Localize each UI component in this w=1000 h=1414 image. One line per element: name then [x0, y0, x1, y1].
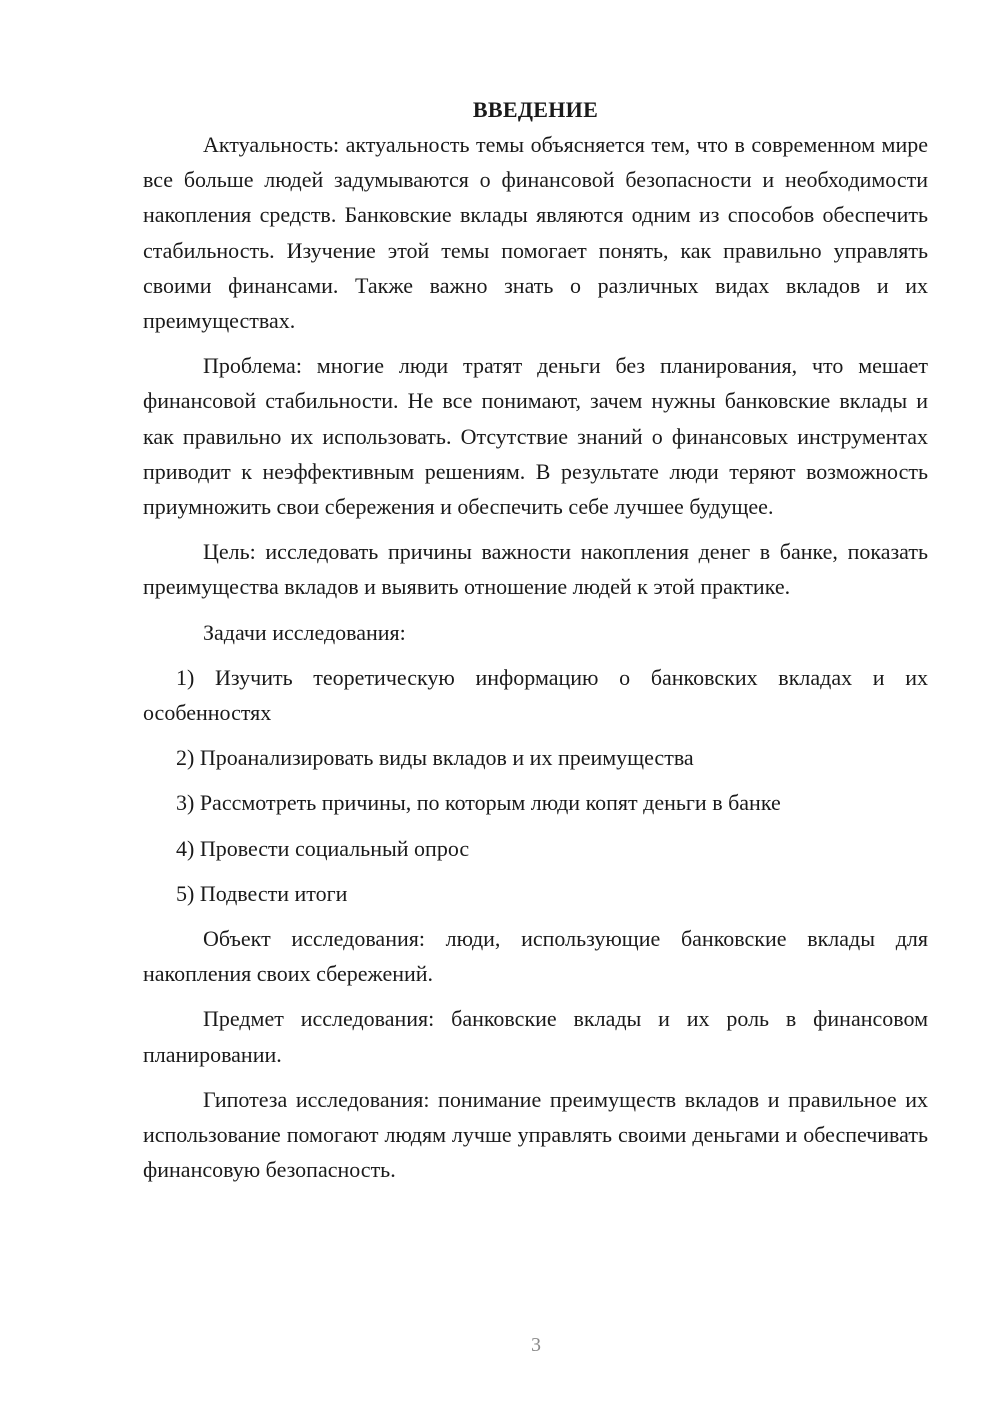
paragraph-problem: Проблема: многие люди тратят деньги без планирования, что мешает финансовой стабильности. Не все понимают, зачем нужны банковские вклады и как правильно их использовать. Отсутствие знаний о финансовых инструментах приводит к неэффективным решениям. В результате люди теряют возможность приумножить свои сбережения и обеспечить себе лучшее будущее.: [143, 353, 928, 520]
task-item-5: 5) Подвести итоги: [176, 880, 348, 906]
paragraph-relevance: Актуальность: актуальность темы объясняется тем, что в современном мире все больше людей задумываются о финансовой безопасности и необходимости накопления средств. Банковские вклады являются одним из способов обеспечить стабильность. Изучение этой темы помогает понять, как правильно управлять своими финансами. Также важно знать о различных видах вкладов и их преимуществах.: [143, 132, 928, 334]
section-title: ВВЕДЕНИЕ: [472, 97, 599, 122]
paragraph-tasks-heading: Задачи исследования:: [203, 619, 406, 645]
paragraph-object: Объект исследования: люди, использующие банковские вклады для накопления своих сбережений.: [143, 926, 928, 987]
paragraph-hypothesis: Гипотеза исследования: понимание преимуществ вкладов и правильное их использование помогают людям лучше управлять своими деньгами и обеспечивать финансовую безопасность.: [143, 1086, 928, 1183]
task-item-1: 1) Изучить теоретическую информацию о банковских вкладах и их особенностях: [143, 664, 928, 726]
task-item-3: 3) Рассмотреть причины, по которым люди копят деньги в банке: [176, 790, 781, 816]
paragraph-goal: Цель: исследовать причины важности накопления денег в банке, показать преимущества вкладов и выявить отношение людей к этой практике.: [143, 539, 928, 600]
page-number: 3: [531, 1334, 541, 1356]
paragraph-subject: Предмет исследования: банковские вклады и их роль в финансовом планировании.: [143, 1006, 928, 1067]
task-item-4: 4) Провести социальный опрос: [176, 835, 470, 861]
document-page: [143, 92, 928, 1197]
task-item-2: 2) Проанализировать виды вкладов и их преимущества: [176, 745, 694, 771]
